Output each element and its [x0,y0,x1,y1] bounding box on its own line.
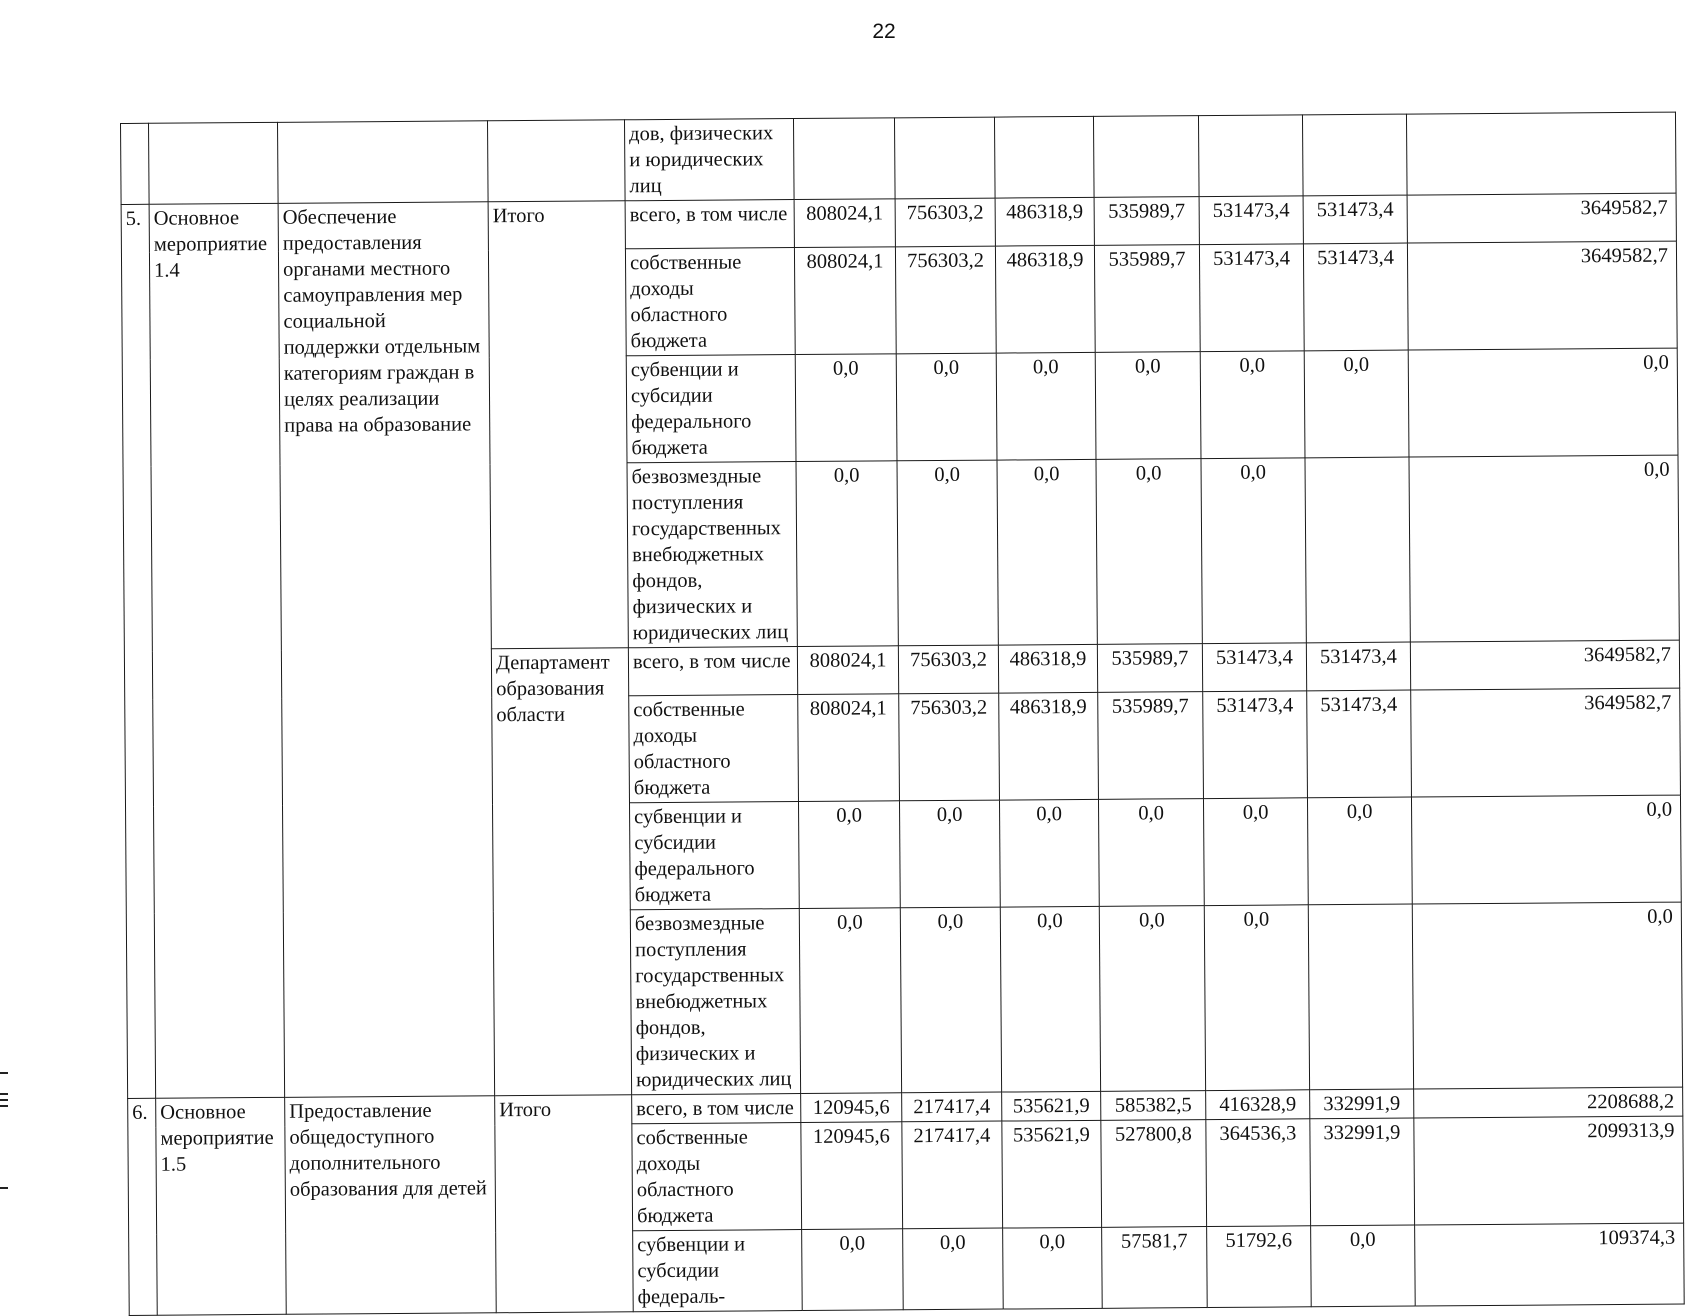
value-cell: 0,0 [899,800,1000,908]
value-cell: 217417,4 [902,1092,1002,1122]
carry-over-label: дов, физических и юридических лиц [624,119,794,201]
total-cell: 2208688,2 [1414,1087,1683,1118]
value-cell [1305,457,1410,643]
value-cell: 0,0 [1099,906,1205,1092]
measure-name: Основное мероприятие 1.5 [156,1097,287,1315]
value-cell: 0,0 [1003,1227,1103,1309]
funding-source: субвенции и субсидии федерального бюджета [626,355,796,463]
funding-source: субвенции и субсидии федераль- [633,1230,803,1312]
value-cell: 416328,9 [1206,1090,1310,1120]
value-cell: 364536,3 [1206,1119,1311,1227]
value-cell: 756303,2 [895,198,995,247]
value-cell: 0,0 [796,461,898,647]
executor-label: Итого [488,201,628,649]
value-cell: 535621,9 [1002,1120,1102,1228]
value-cell: 531473,4 [1203,691,1308,799]
measure-description: Обеспечение предоставления органами местного самоуправления мер социальной поддержки отдельным категориям граждан в целях реализации права на образование [278,202,495,1098]
value-cell: 0,0 [900,907,1001,1093]
value-cell: 756303,2 [899,693,1000,801]
funding-source: собственные доходы областного бюджета [625,248,795,356]
value-cell: 0,0 [799,908,901,1094]
value-cell: 808024,1 [794,247,896,355]
value-cell: 120945,6 [801,1122,903,1230]
value-cell: 0,0 [999,799,1099,907]
value-cell: 0,0 [1096,459,1202,645]
cell-empty [487,120,625,202]
total-cell: 0,0 [1409,455,1679,642]
funding-source: собственные доходы областного бюджета [632,1123,802,1231]
value-cell: 808024,1 [794,199,895,248]
budget-table-sheet [120,112,1685,1316]
value-cell: 120945,6 [801,1093,902,1123]
value-cell: 531473,4 [1199,244,1304,352]
funding-source: всего, в том числе [625,200,794,249]
value-cell: 531473,4 [1303,243,1408,351]
value-cell: 0,0 [1203,798,1308,906]
total-cell: 109374,3 [1415,1223,1685,1306]
value-cell: 0,0 [798,801,900,909]
value-cell: 535989,7 [1094,245,1200,353]
total-cell: 3649582,7 [1410,640,1679,690]
value-cell: 756303,2 [898,645,998,694]
cell-empty [1406,112,1676,195]
total-cell: 2099313,9 [1414,1116,1684,1225]
value-cell: 0,0 [896,353,997,461]
measure-index: 6. [128,1098,158,1315]
measure-index: 5. [121,204,156,1098]
value-cell: 486318,9 [999,692,1099,800]
value-cell [1308,904,1413,1090]
value-cell: 57581,7 [1102,1227,1208,1309]
value-cell: 808024,1 [797,646,898,695]
value-cell: 51792,6 [1207,1226,1312,1308]
value-cell: 531473,4 [1306,642,1410,691]
cell-empty [1093,116,1199,198]
value-cell: 531473,4 [1199,196,1303,245]
funding-source: всего, в том числе [628,647,797,696]
scan-edge-mark [0,1187,8,1189]
value-cell: 531473,4 [1202,643,1306,692]
executor-label: Департамент образования области [491,648,631,1096]
total-cell: 3649582,7 [1407,193,1676,243]
value-cell: 486318,9 [995,245,1095,353]
value-cell: 0,0 [1201,458,1306,644]
total-cell: 3649582,7 [1411,688,1681,797]
executor-label: Итого [495,1095,634,1313]
scan-edge-mark [0,1093,8,1095]
measure-name: Основное мероприятие 1.4 [149,203,285,1098]
carry-over-row [121,112,1677,204]
funding-source: субвенции и субсидии федерального бюджета [629,802,799,910]
value-cell: 527800,8 [1101,1120,1207,1228]
value-cell: 0,0 [897,460,998,646]
total-cell: 0,0 [1411,795,1681,904]
value-cell: 0,0 [1204,905,1309,1091]
scan-edge-mark [0,1072,8,1074]
total-cell: 0,0 [1412,902,1682,1089]
value-cell: 531473,4 [1303,195,1407,244]
scan-edge-mark [0,1099,8,1101]
total-cell: 0,0 [1408,348,1678,457]
value-cell: 332991,9 [1310,1089,1414,1119]
value-cell: 0,0 [802,1229,904,1311]
funding-source: безвозмездные поступления государственных внебюджетных фондов, физических и юридических лиц [630,909,800,1095]
cell-empty [149,122,279,204]
funding-source: всего, в том числе [632,1094,801,1124]
measure-description: Предоставление общедоступного дополнительного образования для детей [285,1096,497,1315]
value-cell: 808024,1 [798,694,900,802]
value-cell: 0,0 [1304,350,1409,458]
value-cell: 0,0 [1311,1225,1416,1307]
cell-empty [894,117,995,199]
value-cell: 0,0 [1000,906,1100,1092]
total-cell: 3649582,7 [1407,241,1677,350]
value-cell: 0,0 [997,459,1097,645]
value-cell: 531473,4 [1307,690,1412,798]
value-cell: 535989,7 [1098,692,1204,800]
value-cell: 217417,4 [902,1121,1003,1229]
value-cell: 0,0 [1200,351,1305,459]
value-cell: 0,0 [1307,797,1412,905]
page-number: 22 [872,20,896,43]
value-cell: 756303,2 [895,246,996,354]
scan-edge-mark [0,1105,8,1107]
value-cell: 486318,9 [995,197,1094,246]
funding-source: собственные доходы областного бюджета [629,695,799,803]
cell-empty [994,116,1094,198]
value-cell: 0,0 [996,352,1096,460]
value-cell: 535621,9 [1002,1091,1101,1121]
value-cell: 0,0 [1098,799,1204,907]
cell-empty [793,118,895,200]
value-cell: 0,0 [903,1228,1004,1310]
budget-table [120,112,1685,1316]
cell-empty [1302,114,1407,196]
value-cell: 535989,7 [1094,197,1199,246]
funding-source: безвозмездные поступления государственных внебюджетных фондов, физических и юридических лиц [627,462,797,648]
value-cell: 486318,9 [998,644,1097,693]
cell-empty [277,121,488,204]
value-cell: 0,0 [1095,352,1201,460]
value-cell: 535989,7 [1097,644,1202,693]
value-cell: 585382,5 [1101,1091,1206,1121]
value-cell: 332991,9 [1310,1118,1415,1226]
cell-empty [1198,115,1303,197]
value-cell: 0,0 [795,354,897,462]
cell-empty [121,123,150,204]
